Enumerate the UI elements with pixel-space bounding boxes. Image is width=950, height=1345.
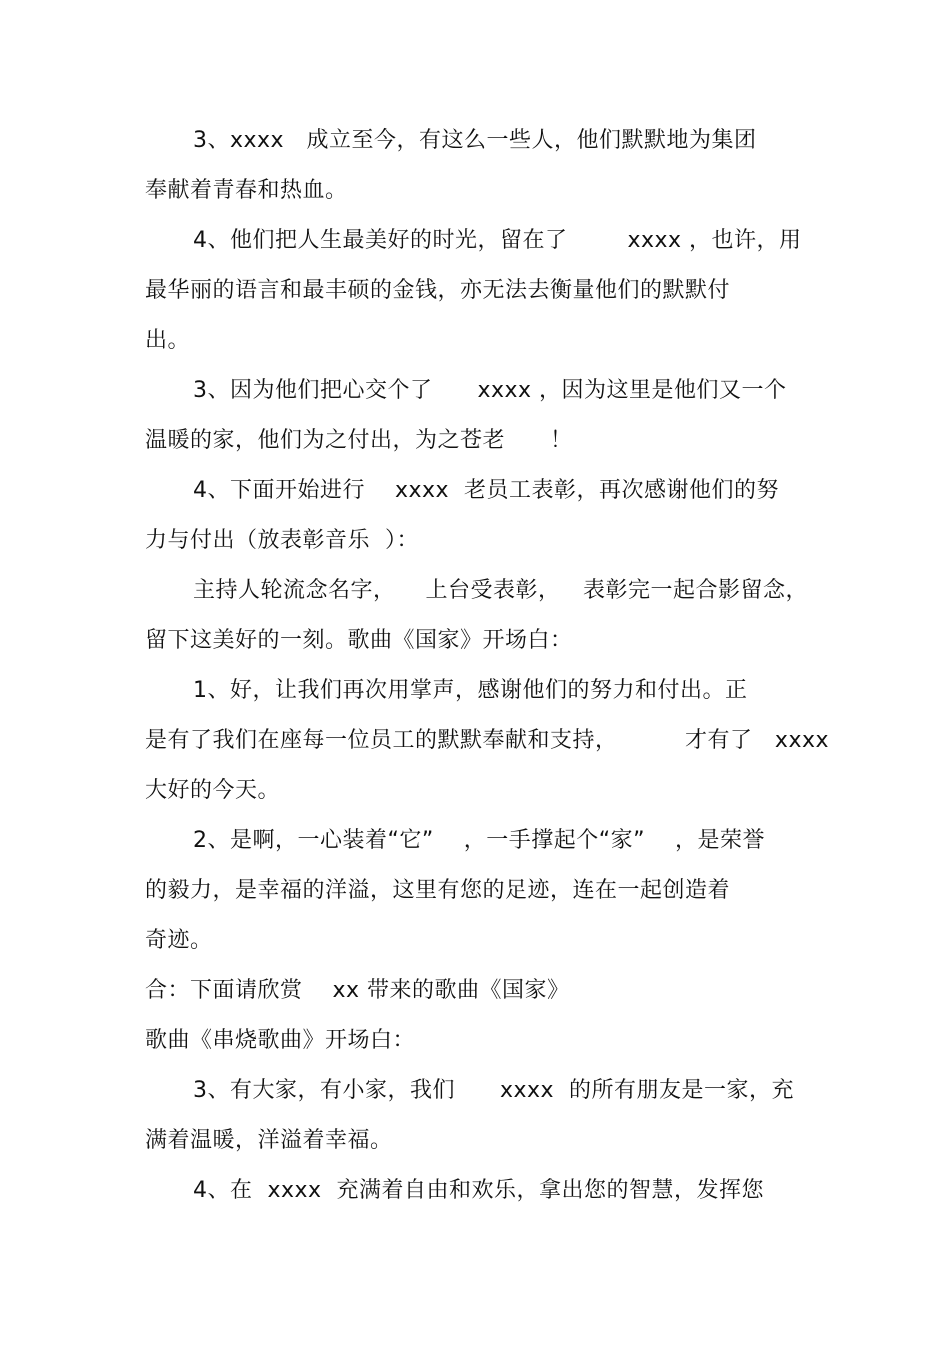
- paragraph-line: 3、有大家，有小家，我们 xxxx 的所有朋友是一家，充: [193, 1078, 795, 1103]
- paragraph-line: 满着温暖，洋溢着幸福。: [145, 1128, 393, 1153]
- paragraph-line: 1、好，让我们再次用掌声，感谢他们的努力和付出。正: [193, 678, 748, 703]
- paragraph-line: 3、xxxx 成立至今，有这么一些人，他们默默地为集团: [193, 128, 757, 153]
- paragraph-line: 合：下面请欣赏 xx 带来的歌曲《国家》: [145, 978, 570, 1003]
- paragraph-line: 力与付出（放表彰音乐 ）：: [145, 528, 419, 553]
- paragraph-line: 4、在 xxxx 充满着自由和欢乐，拿出您的智慧，发挥您: [193, 1178, 765, 1203]
- paragraph-line: 2、是啊，一心装着“它” ，一手撑起个“家” ，是荣誉: [193, 828, 766, 853]
- paragraph-line: 最华丽的语言和最丰硕的金钱，亦无法去衡量他们的默默付: [145, 278, 731, 303]
- paragraph-line: 奉献着青春和热血。: [145, 178, 348, 203]
- paragraph-line: 温暖的家，他们为之付出，为之苍老 ！: [145, 428, 573, 453]
- paragraph-line: 3、因为他们把心交个了 xxxx ，因为这里是他们又一个: [193, 378, 787, 403]
- paragraph-line: 4、他们把人生最美好的时光，留在了 xxxx ，也许，用: [193, 228, 802, 253]
- paragraph-line: 主持人轮流念名字， 上台受表彰， 表彰完一起合影留念，: [193, 578, 808, 603]
- paragraph-line: 的毅力，是幸福的洋溢，这里有您的足迹，连在一起创造着: [145, 878, 731, 903]
- paragraph-line: 奇迹。: [145, 928, 213, 953]
- paragraph-line: 出。: [145, 328, 191, 353]
- paragraph-line: 歌曲《串烧歌曲》开场白：: [145, 1028, 416, 1053]
- paragraph-line: 是有了我们在座每一位员工的默默奉献和支持， 才有了 xxxx: [145, 728, 829, 753]
- paragraph-line: 留下这美好的一刻。歌曲《国家》开场白：: [145, 628, 573, 653]
- paragraph-line: 大好的今天。: [145, 778, 281, 803]
- paragraph-line: 4、下面开始进行 xxxx 老员工表彰，再次感谢他们的努: [193, 478, 780, 503]
